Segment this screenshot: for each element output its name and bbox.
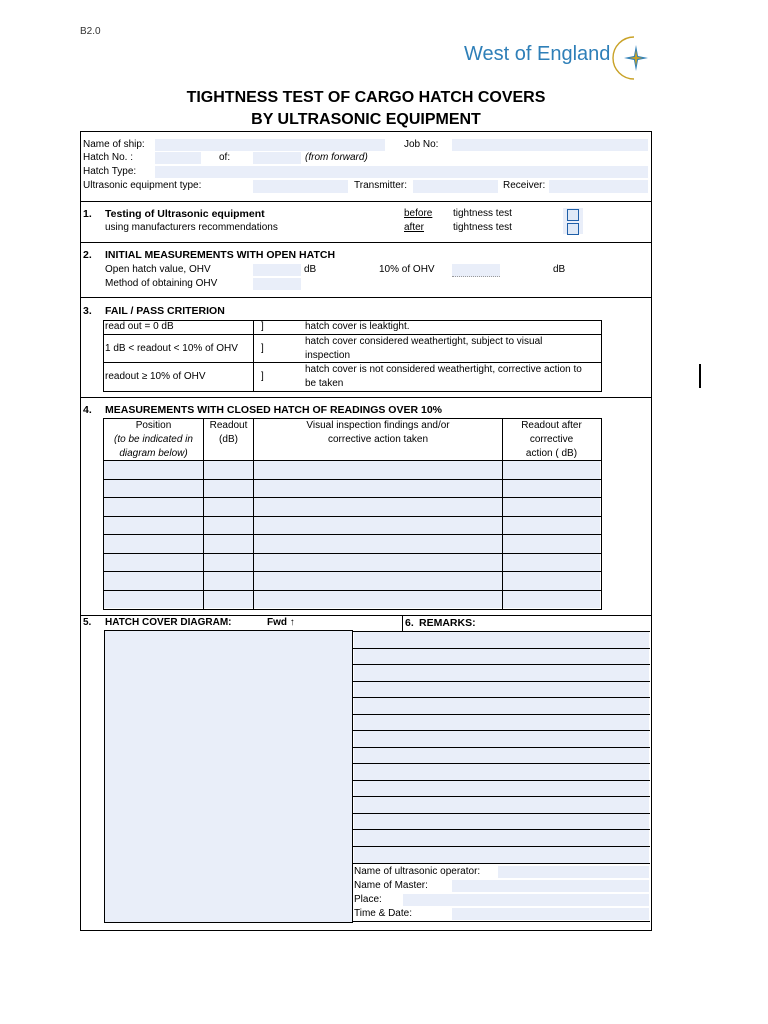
after-checkbox[interactable] xyxy=(567,223,579,235)
place-field[interactable] xyxy=(403,894,649,906)
from-forward-label: (from forward) xyxy=(305,152,368,163)
section5-number: 5. xyxy=(83,617,92,628)
tightness-test-label-1: tightness test xyxy=(453,208,512,219)
page-title-line1: TIGHTNESS TEST OF CARGO HATCH COVERS xyxy=(186,89,546,106)
header-text: (dB) xyxy=(219,434,238,445)
section5-title: HATCH COVER DIAGRAM: xyxy=(105,617,232,628)
hatch-of-field[interactable] xyxy=(253,152,301,164)
remarks-line xyxy=(352,780,650,781)
time-date-field[interactable] xyxy=(452,908,649,920)
section3-title: FAIL / PASS CRITERION xyxy=(105,305,225,317)
criterion-mark: ] xyxy=(261,371,264,382)
job-no-field[interactable] xyxy=(452,139,648,151)
operator-label: Name of ultrasonic operator: xyxy=(354,866,481,877)
criterion-result: hatch cover is not considered weathertight, corrective action to be taken xyxy=(305,364,582,389)
logo-text: West of England xyxy=(464,43,611,65)
operator-field[interactable] xyxy=(498,866,649,878)
col-position-header xyxy=(104,419,203,461)
remarks-line xyxy=(352,747,650,748)
section6-number: 6. xyxy=(405,617,414,629)
remarks-line xyxy=(352,648,650,649)
row-line xyxy=(103,553,602,554)
divider xyxy=(80,615,651,616)
remarks-line xyxy=(352,697,650,698)
divider xyxy=(80,397,651,398)
header-text: Readout xyxy=(209,420,248,431)
criterion-condition: read out = 0 dB xyxy=(105,321,174,332)
section1-subtitle: using manufacturers recommendations xyxy=(105,222,278,233)
remarks-line xyxy=(352,863,650,864)
ohv-field[interactable] xyxy=(253,264,301,276)
equipment-type-label: Ultrasonic equipment type: xyxy=(83,180,202,191)
after-label: after xyxy=(404,222,425,233)
header-text: corrective xyxy=(529,434,574,445)
col-line xyxy=(402,615,403,631)
hatch-no-field[interactable] xyxy=(155,152,201,164)
col-line xyxy=(253,320,254,391)
header-text: corrective action taken xyxy=(327,434,429,445)
col-findings-header xyxy=(254,419,502,447)
hatch-no-label: Hatch No. : xyxy=(83,152,134,163)
text-cursor xyxy=(699,364,701,388)
remarks-line xyxy=(352,846,650,847)
ship-name-field[interactable] xyxy=(155,139,385,151)
ohv-method-field[interactable] xyxy=(253,278,301,290)
remarks-line xyxy=(352,664,650,665)
row-line xyxy=(103,571,602,572)
job-no-label: Job No: xyxy=(404,139,439,150)
criterion-condition: readout ≥ 10% of OHV xyxy=(105,371,206,382)
header-text: (to be indicated in xyxy=(114,434,193,445)
row-line xyxy=(103,479,602,480)
section2-title: INITIAL MEASUREMENTS WITH OPEN HATCH xyxy=(105,249,336,261)
row-line xyxy=(103,497,602,498)
section3-number: 3. xyxy=(83,305,92,317)
fwd-label: Fwd ↑ xyxy=(267,617,295,628)
criterion-mark: ] xyxy=(261,321,264,332)
ohv-10pct-field[interactable] xyxy=(452,264,500,277)
section1-number: 1. xyxy=(83,208,92,220)
equipment-type-field[interactable] xyxy=(253,180,348,193)
transmitter-field[interactable] xyxy=(413,180,498,193)
before-label: before xyxy=(404,208,433,219)
row-line xyxy=(352,921,650,922)
col-readout-header xyxy=(204,419,253,447)
master-field[interactable] xyxy=(452,880,649,892)
receiver-label: Receiver: xyxy=(503,180,546,191)
remarks-line xyxy=(352,631,650,632)
tightness-test-label-2: tightness test xyxy=(453,222,512,233)
section1-title: Testing of Ultrasonic equipment xyxy=(105,208,265,220)
remarks-line xyxy=(352,730,650,731)
version-label: B2.0 xyxy=(80,26,101,34)
remarks-line xyxy=(352,796,650,797)
ohv-10pct-label: 10% of OHV xyxy=(379,264,435,275)
hatch-type-label: Hatch Type: xyxy=(83,166,137,177)
section4-number: 4. xyxy=(83,404,92,416)
header-text: action ( dB) xyxy=(525,448,578,459)
ship-name-label: Name of ship: xyxy=(83,139,145,150)
ohv-label: Open hatch value, OHV xyxy=(105,264,211,275)
receiver-field[interactable] xyxy=(549,180,648,193)
col-readout-after-header xyxy=(503,419,600,461)
master-label: Name of Master: xyxy=(354,880,428,891)
before-checkbox[interactable] xyxy=(567,209,579,221)
hatch-diagram-area[interactable] xyxy=(104,630,353,923)
row-line xyxy=(103,460,602,461)
time-date-label: Time & Date: xyxy=(354,908,412,919)
criterion-result: hatch cover considered weathertight, subject to visual inspection xyxy=(305,336,543,361)
criterion-result: hatch cover is leaktight. xyxy=(305,321,410,332)
divider xyxy=(80,242,651,243)
remarks-line xyxy=(352,681,650,682)
row-line xyxy=(103,516,602,517)
hatch-of-label: of: xyxy=(219,152,231,163)
section4-title: MEASUREMENTS WITH CLOSED HATCH OF READINGS OVER 10% xyxy=(105,404,442,416)
header-text: Readout after xyxy=(521,420,582,431)
divider xyxy=(80,297,651,298)
header-text: Visual inspection findings and/or xyxy=(306,420,450,431)
place-label: Place: xyxy=(354,894,382,905)
logo xyxy=(462,33,662,83)
transmitter-label: Transmitter: xyxy=(354,180,407,191)
remarks-line xyxy=(352,813,650,814)
divider xyxy=(80,201,651,202)
criterion-condition: 1 dB < readout < 10% of OHV xyxy=(105,343,238,354)
remarks-line xyxy=(352,763,650,764)
row-line xyxy=(103,590,602,591)
header-text: Position xyxy=(135,420,172,431)
ohv-10pct-unit: dB xyxy=(553,264,566,275)
criterion-mark: ] xyxy=(261,343,264,354)
section6-title: REMARKS: xyxy=(419,617,476,629)
remarks-line xyxy=(352,829,650,830)
compass-rose-icon xyxy=(612,33,658,83)
remarks-line xyxy=(352,714,650,715)
hatch-type-field[interactable] xyxy=(155,166,648,178)
ohv-method-label: Method of obtaining OHV xyxy=(105,278,218,289)
section2-number: 2. xyxy=(83,249,92,261)
header-text: diagram below) xyxy=(119,448,188,459)
ohv-unit: dB xyxy=(304,264,317,275)
row-line xyxy=(103,534,602,535)
page-title-line2: BY ULTRASONIC EQUIPMENT xyxy=(251,111,481,128)
